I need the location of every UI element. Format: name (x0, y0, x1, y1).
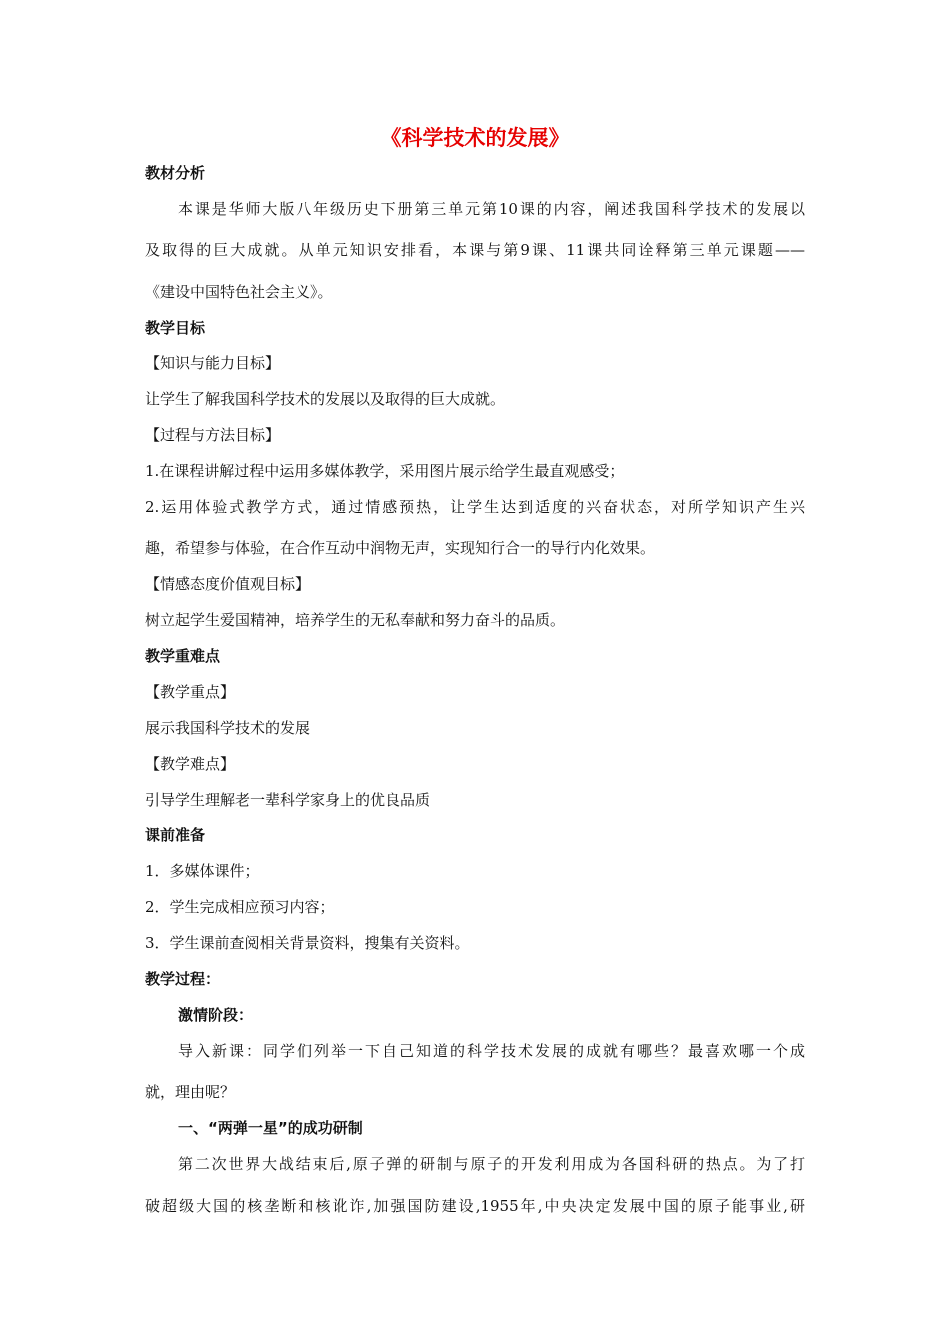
section-heading-textbook-analysis: 教材分析 (145, 164, 206, 182)
paragraph-line: 破超级大国的核垄断和核讹诈,加强国防建设,1955年,中央决定发展中国的原子能事业,研 (145, 1197, 805, 1215)
paragraph-line: 第二次世界大战结束后,原子弹的研制与原子的开发利用成为各国科研的热点。为了打 (178, 1155, 805, 1173)
section-heading-teaching-goals: 教学目标 (145, 319, 206, 337)
paragraph-line: 展示我国科学技术的发展 (145, 719, 311, 737)
subheading-emotion-values: 【情感态度价值观目标】 (145, 575, 311, 593)
paragraph-line: 树立起学生爱国精神，培养学生的无私奉献和努力奋斗的品质。 (145, 611, 566, 629)
paragraph-line: 及取得的巨大成就。从单元知识安排看，本课与第9课、11课共同诠释第三单元课题—— (145, 241, 805, 259)
part-heading: 一、“两弹一星”的成功研制 (178, 1119, 363, 1137)
section-heading-key-points: 教学重难点 (145, 647, 221, 665)
subheading-difficult-point: 【教学难点】 (145, 755, 236, 773)
list-item: 2．学生完成相应预习内容； (145, 898, 335, 916)
paragraph-line: 就，理由呢？ (145, 1083, 236, 1101)
paragraph-line: 本课是华师大版八年级历史下册第三单元第10课的内容，阐述我国科学技术的发展以 (178, 200, 805, 218)
paragraph-line: 导入新课：同学们列举一下自己知道的科学技术发展的成就有哪些？最喜欢哪一个成 (178, 1042, 805, 1060)
list-item-continuation: 趣，希望参与体验，在合作互动中润物无声，实现知行合一的导行内化效果。 (145, 539, 656, 557)
section-heading-preparation: 课前准备 (145, 826, 206, 844)
list-item: 1．多媒体课件； (145, 862, 260, 880)
paragraph-line: 让学生了解我国科学技术的发展以及取得的巨大成就。 (145, 390, 506, 408)
stage-heading: 激情阶段： (178, 1006, 254, 1024)
list-item: 3．学生课前查阅相关背景资料，搜集有关资料。 (145, 934, 470, 952)
list-item: 2.运用体验式教学方式，通过情感预热，让学生达到适度的兴奋状态，对所学知识产生兴 (145, 498, 805, 516)
section-heading-teaching-process: 教学过程： (145, 970, 221, 988)
subheading-knowledge-ability: 【知识与能力目标】 (145, 354, 281, 372)
paragraph-line: 引导学生理解老一辈科学家身上的优良品质 (145, 791, 431, 809)
subheading-process-method: 【过程与方法目标】 (145, 426, 281, 444)
document-title: 《科学技术的发展》 (380, 126, 570, 150)
paragraph-line: 《建设中国特色社会主义》。 (145, 283, 333, 301)
subheading-key-point: 【教学重点】 (145, 683, 236, 701)
list-item: 1.在课程讲解过程中运用多媒体教学，采用图片展示给学生最直观感受； (145, 462, 625, 480)
